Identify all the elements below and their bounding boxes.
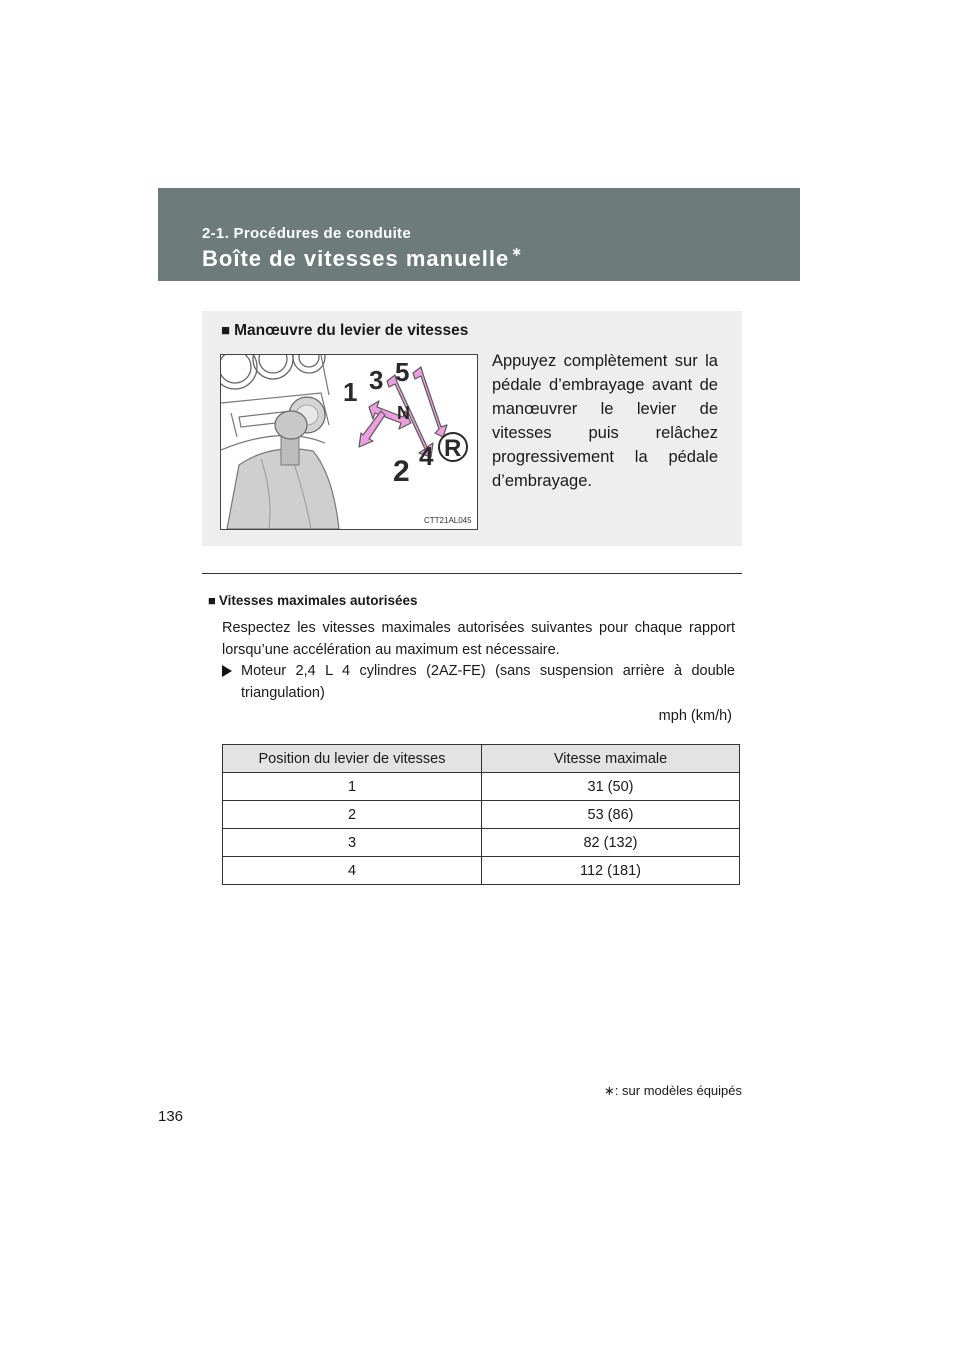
footnote: ∗: sur modèles équipés	[603, 1083, 742, 1098]
speed-unit-label: mph (km/h)	[658, 708, 732, 724]
square-bullet-icon: ■	[208, 593, 216, 608]
section-label: 2-1. Procédures de conduite	[202, 225, 411, 242]
page-title	[202, 246, 523, 272]
gear-label-2: 2	[393, 455, 410, 488]
section-divider	[202, 573, 742, 574]
gear-label-r: R	[444, 435, 462, 462]
engine-note	[222, 660, 735, 704]
triangle-bullet-icon	[222, 665, 232, 677]
table-row	[223, 829, 740, 857]
square-bullet-icon: ■	[221, 322, 231, 339]
gear-label-5: 5	[395, 357, 410, 387]
shift-lever-heading	[221, 322, 468, 340]
table-cell: 4	[223, 857, 482, 885]
gear-label-1: 1	[343, 377, 358, 407]
illustration-code: CTT21AL045	[424, 516, 472, 525]
gear-label-4: 4	[419, 441, 434, 471]
title-asterisk: ∗	[511, 244, 524, 259]
shift-lever-heading-text: Manœuvre du levier de vitesses	[234, 322, 469, 339]
table-cell: 3	[223, 829, 482, 857]
gear-shift-illustration	[220, 354, 478, 530]
gear-label-3: 3	[369, 365, 384, 395]
gear-label-n: N	[397, 403, 410, 423]
table-cell: 53 (86)	[482, 801, 740, 829]
shift-lever-instructions: Appuyez complètement sur la pédale d’embrayage avant de manœuvrer le levier de vitesses puis relâchez progressivement la pédale d’embrayage.	[492, 352, 718, 490]
table-header-cell: Vitesse maximale	[482, 745, 740, 773]
table-cell: 2	[223, 801, 482, 829]
table-cell: 82 (132)	[482, 829, 740, 857]
table-row	[223, 857, 740, 885]
page-title-text: Boîte de vitesses manuelle	[202, 246, 510, 271]
gear-shift-drawing	[221, 355, 477, 529]
table-cell: 112 (181)	[482, 857, 740, 885]
table-cell: 1	[223, 773, 482, 801]
table-header-cell: Position du levier de vitesses	[223, 745, 482, 773]
table-header-row	[223, 745, 740, 773]
shift-lever-box	[202, 311, 742, 546]
table-row	[223, 801, 740, 829]
chapter-header	[158, 188, 800, 281]
table-row	[223, 773, 740, 801]
engine-note-text: Moteur 2,4 L 4 cylindres (2AZ-FE) (sans suspension arrière à double triangulation)	[241, 663, 735, 701]
max-speeds-heading-text: Vitesses maximales autorisées	[218, 593, 418, 608]
max-speeds-heading	[208, 593, 418, 608]
max-speeds-paragraph: Respectez les vitesses maximales autorisées suivantes pour chaque rapport lorsqu’une accélération au maximum est nécessaire.	[222, 620, 735, 658]
page-number: 136	[158, 1108, 184, 1125]
table-cell: 31 (50)	[482, 773, 740, 801]
max-speed-table	[222, 744, 740, 885]
